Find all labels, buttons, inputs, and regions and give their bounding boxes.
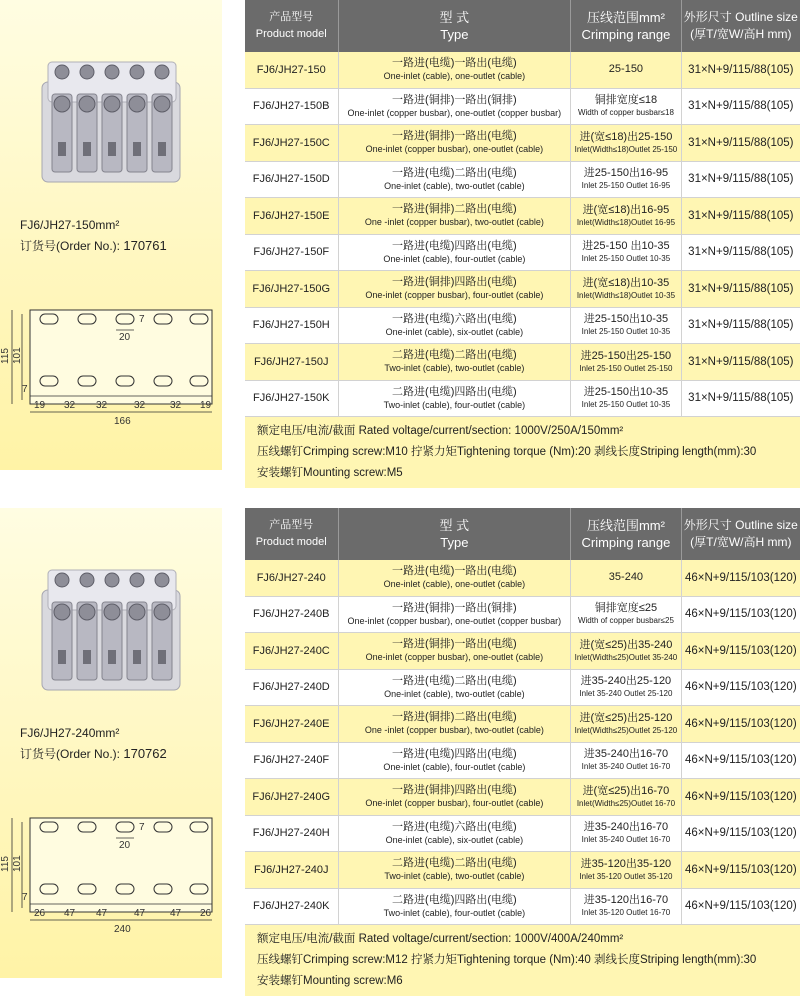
cell-size: 46×N+9/115/103(120) xyxy=(684,571,797,584)
dim-height-outer: 115 xyxy=(0,856,11,872)
svg-text:47: 47 xyxy=(170,908,182,919)
cell-size: 46×N+9/115/103(120) xyxy=(684,900,797,913)
table-row xyxy=(245,162,800,199)
cell-model: FJ6/JH27-240 xyxy=(245,560,339,596)
range-sub: Inlet 35-120 Outlet 35-120 xyxy=(579,871,673,881)
range-sub: Inlet 25-150 Outlet 25-150 xyxy=(579,363,673,373)
cell-model: FJ6/JH27-240J xyxy=(245,852,339,888)
table-row xyxy=(245,308,800,345)
cell-model: FJ6/JH27-240C xyxy=(245,633,339,669)
cell-model: FJ6/JH27-150H xyxy=(245,308,339,344)
type-cn: 一路进(铜排)一路出(铜排) xyxy=(392,601,517,614)
table-notes xyxy=(245,417,800,488)
dim-gap-top: 7 xyxy=(139,314,145,325)
table-row xyxy=(245,597,800,634)
cell-type xyxy=(339,779,572,815)
cell-type xyxy=(339,271,572,307)
note-rated: 额定电压/电流/截面 Rated voltage/current/section: 1000V/250A/150mm² xyxy=(257,425,624,437)
svg-text:19: 19 xyxy=(200,400,212,411)
cell-size: 46×N+9/115/103(120) xyxy=(684,863,797,876)
cell-size: 31×N+9/115/88(105) xyxy=(688,392,794,405)
cell-type xyxy=(339,706,572,742)
cell-range xyxy=(571,852,681,888)
cell-model: FJ6/JH27-150 xyxy=(245,52,339,88)
range-sub: Inlet 25-150 Outlet 10-35 xyxy=(581,327,671,337)
type-cn: 一路进(铜排)四路出(电缆) xyxy=(392,784,517,797)
type-en: One-inlet (cable), four-outlet (cable) xyxy=(383,253,526,264)
type-en: Two-inlet (cable), two-outlet (cable) xyxy=(384,871,525,882)
svg-text:26: 26 xyxy=(200,908,212,919)
cell-model: FJ6/JH27-240D xyxy=(245,670,339,706)
header-type: 型 式 Type xyxy=(339,0,572,52)
cell-range xyxy=(571,560,681,596)
svg-text:32: 32 xyxy=(64,400,76,411)
range-main: 进25-150出10-35 xyxy=(583,386,669,399)
cell-range xyxy=(571,597,681,633)
cell-model: FJ6/JH27-240E xyxy=(245,706,339,742)
table-row xyxy=(245,271,800,308)
cell-range xyxy=(571,706,681,742)
dim-slot: 20 xyxy=(119,332,131,343)
svg-text:32: 32 xyxy=(170,400,182,411)
spec-table xyxy=(245,0,800,488)
header-size: 外形尺寸 Outline size (厚T/宽W/高H mm) xyxy=(683,10,798,41)
product-caption: FJ6/JH27-150mm² xyxy=(20,218,120,232)
range-main: 进25-150出25-150 xyxy=(580,349,672,362)
cell-size: 31×N+9/115/88(105) xyxy=(688,246,794,259)
cell-range xyxy=(571,162,681,198)
type-cn: 二路进(电缆)四路出(电缆) xyxy=(392,893,517,906)
dim-gap-bottom: 7 xyxy=(22,384,28,395)
range-main: 进25-150 出10-35 xyxy=(582,240,670,253)
dim-gap-top: 7 xyxy=(139,822,145,833)
cell-range xyxy=(571,633,681,669)
type-en: One-inlet (cable), six-outlet (cable) xyxy=(385,326,524,337)
range-sub: Inlet 35-240 Outlet 25-120 xyxy=(579,689,673,699)
range-sub: Inlet 25-150 Outlet 16-95 xyxy=(581,181,671,191)
note-mounting: 安装螺钉Mounting screw:M5 xyxy=(257,467,403,479)
type-cn: 一路进(电缆)六路出(电缆) xyxy=(392,312,517,325)
order-label: 订货号(Order No.): xyxy=(20,747,121,761)
cell-range xyxy=(571,125,681,161)
table-row xyxy=(245,633,800,670)
cell-range xyxy=(571,344,681,380)
table-header xyxy=(245,508,800,560)
table-row xyxy=(245,235,800,272)
range-main: 进35-240出16-70 xyxy=(583,821,669,834)
range-main: 铜排宽度≤18 xyxy=(594,94,658,107)
range-sub: Width of copper busbar≤25 xyxy=(577,616,674,626)
table-row xyxy=(245,706,800,743)
order-number xyxy=(20,237,167,254)
cell-size: 31×N+9/115/88(105) xyxy=(688,100,794,113)
header-range: 压线范围mm² Crimping range xyxy=(571,508,681,560)
cell-model: FJ6/JH27-240F xyxy=(245,743,339,779)
dim-height-outer: 115 xyxy=(0,348,11,364)
range-main: 进25-150出10-35 xyxy=(583,313,669,326)
range-sub: Inlet(Width≤18)Outlet 25-150 xyxy=(574,144,678,154)
type-cn: 一路进(电缆)二路出(电缆) xyxy=(392,674,517,687)
cell-model: FJ6/JH27-240B xyxy=(245,597,339,633)
cell-type xyxy=(339,633,572,669)
cell-range xyxy=(571,889,681,925)
range-main: 进(宽≤25)出35-240 xyxy=(579,638,673,651)
terminal-block-photo xyxy=(36,42,186,192)
type-cn: 一路进(铜排)一路出(铜排) xyxy=(392,93,517,106)
type-en: One-inlet (cable), four-outlet (cable) xyxy=(383,761,526,772)
range-sub: Inlet(Width≤25)Outlet 25-120 xyxy=(574,725,678,735)
cell-range xyxy=(571,816,681,852)
cell-type xyxy=(339,560,572,596)
cell-type xyxy=(339,198,572,234)
dimension-drawing xyxy=(0,808,222,938)
range-main: 25-150 xyxy=(608,63,644,76)
type-cn: 二路进(电缆)二路出(电缆) xyxy=(392,857,517,870)
order-number xyxy=(20,745,167,762)
cell-range xyxy=(571,198,681,234)
cell-type xyxy=(339,89,572,125)
order-value: 170762 xyxy=(123,746,167,761)
type-en: One -inlet (copper busbar), two-outlet (cable) xyxy=(364,217,544,228)
type-en: One-inlet (cable), six-outlet (cable) xyxy=(385,834,524,845)
range-main: 进35-240出25-120 xyxy=(580,675,672,688)
cell-size: 46×N+9/115/103(120) xyxy=(684,608,797,621)
dim-gap-bottom: 7 xyxy=(22,892,28,903)
type-en: One-inlet (cable), one-outlet (cable) xyxy=(383,71,526,82)
cell-model: FJ6/JH27-150K xyxy=(245,381,339,417)
range-main: 进(宽≤25)出16-70 xyxy=(582,784,670,797)
header-range: 压线范围mm² Crimping range xyxy=(571,0,681,52)
cell-size: 31×N+9/115/88(105) xyxy=(688,209,794,222)
table-row xyxy=(245,52,800,89)
cell-model: FJ6/JH27-150J xyxy=(245,344,339,380)
cell-range xyxy=(571,670,681,706)
svg-text:47: 47 xyxy=(64,908,76,919)
svg-text:47: 47 xyxy=(96,908,108,919)
table-row xyxy=(245,344,800,381)
table-row xyxy=(245,889,800,926)
type-cn: 一路进(电缆)六路出(电缆) xyxy=(392,820,517,833)
note-mounting: 安装螺钉Mounting screw:M6 xyxy=(257,975,403,987)
cell-type xyxy=(339,889,572,925)
range-sub: Inlet 35-120 Outlet 16-70 xyxy=(581,908,671,918)
cell-model: FJ6/JH27-150F xyxy=(245,235,339,271)
range-sub: Inlet 35-240 Outlet 16-70 xyxy=(581,835,671,845)
product-section-240 xyxy=(0,508,800,987)
type-cn: 一路进(铜排)四路出(电缆) xyxy=(392,276,517,289)
table-row xyxy=(245,816,800,853)
cell-type xyxy=(339,852,572,888)
header-size: 外形尺寸 Outline size (厚T/宽W/高H mm) xyxy=(683,518,798,549)
cell-model: FJ6/JH27-150B xyxy=(245,89,339,125)
order-label: 订货号(Order No.): xyxy=(20,239,121,253)
table-row xyxy=(245,198,800,235)
range-main: 进35-240出16-70 xyxy=(583,748,669,761)
type-cn: 一路进(铜排)一路出(电缆) xyxy=(392,638,517,651)
cell-type xyxy=(339,381,572,417)
type-cn: 二路进(电缆)四路出(电缆) xyxy=(392,385,517,398)
order-value: 170761 xyxy=(123,238,167,253)
type-cn: 二路进(电缆)二路出(电缆) xyxy=(392,349,517,362)
cell-model: FJ6/JH27-150C xyxy=(245,125,339,161)
dim-height-inner: 101 xyxy=(12,347,23,364)
product-image-panel xyxy=(0,508,222,978)
cell-range xyxy=(571,779,681,815)
cell-size: 31×N+9/115/88(105) xyxy=(688,136,794,149)
range-sub: Inlet 35-240 Outlet 16-70 xyxy=(581,762,671,772)
type-en: Two-inlet (cable), two-outlet (cable) xyxy=(384,363,525,374)
svg-text:26: 26 xyxy=(34,908,46,919)
range-main: 进(宽≤18)出25-150 xyxy=(579,130,673,143)
range-main: 进(宽≤18)出10-35 xyxy=(582,276,670,289)
table-body xyxy=(245,52,800,417)
table-body xyxy=(245,560,800,925)
table-row xyxy=(245,125,800,162)
table-notes xyxy=(245,925,800,996)
dim-total: 166 xyxy=(114,416,131,427)
type-cn: 一路进(电缆)四路出(电缆) xyxy=(392,239,517,252)
type-en: One-inlet (copper busbar), four-outlet (cable) xyxy=(365,290,544,301)
cell-size: 46×N+9/115/103(120) xyxy=(684,754,797,767)
cell-type xyxy=(339,344,572,380)
type-en: One-inlet (copper busbar), one-outlet (copper busbar) xyxy=(347,107,562,118)
cell-range xyxy=(571,381,681,417)
cell-size: 31×N+9/115/88(105) xyxy=(688,282,794,295)
table-row xyxy=(245,852,800,889)
cell-type xyxy=(339,816,572,852)
table-header xyxy=(245,0,800,52)
cell-type xyxy=(339,162,572,198)
type-en: One-inlet (copper busbar), one-outlet (cable) xyxy=(365,652,544,663)
range-main: 进(宽≤18)出16-95 xyxy=(582,203,670,216)
cell-type xyxy=(339,52,572,88)
header-model: 产品型号 Product model xyxy=(245,508,339,560)
cell-size: 31×N+9/115/88(105) xyxy=(688,355,794,368)
product-section-150 xyxy=(0,0,800,479)
cell-size: 46×N+9/115/103(120) xyxy=(684,681,797,694)
spec-table xyxy=(245,508,800,996)
type-en: One-inlet (copper busbar), one-outlet (copper busbar) xyxy=(347,615,562,626)
table-row xyxy=(245,89,800,126)
type-cn: 一路进(电缆)一路出(电缆) xyxy=(392,565,517,578)
cell-size: 31×N+9/115/88(105) xyxy=(688,319,794,332)
table-row xyxy=(245,670,800,707)
cell-range xyxy=(571,52,681,88)
cell-size: 31×N+9/115/88(105) xyxy=(688,173,794,186)
table-row xyxy=(245,779,800,816)
svg-text:32: 32 xyxy=(134,400,146,411)
cell-range xyxy=(571,89,681,125)
type-en: One-inlet (cable), two-outlet (cable) xyxy=(384,180,525,191)
range-main: 进(宽≤25)出25-120 xyxy=(579,711,673,724)
type-cn: 一路进(电缆)一路出(电缆) xyxy=(392,57,517,70)
cell-model: FJ6/JH27-240G xyxy=(245,779,339,815)
type-en: One-inlet (copper busbar), one-outlet (cable) xyxy=(365,144,544,155)
cell-size: 46×N+9/115/103(120) xyxy=(684,644,797,657)
type-cn: 一路进(铜排)一路出(电缆) xyxy=(392,130,517,143)
note-screw: 压线螺钉Crimping screw:M10 拧紧力矩Tightening torque (Nm):20 剥线长度Striping length(mm):30 xyxy=(257,446,757,458)
cell-range xyxy=(571,271,681,307)
cell-type xyxy=(339,308,572,344)
terminal-block-photo xyxy=(36,550,186,700)
svg-text:47: 47 xyxy=(134,908,146,919)
range-sub: Inlet(Width≤18)Outlet 10-35 xyxy=(576,290,676,300)
table-row xyxy=(245,743,800,780)
type-en: Two-inlet (cable), four-outlet (cable) xyxy=(383,907,526,918)
type-cn: 一路进(电缆)四路出(电缆) xyxy=(392,747,517,760)
type-cn: 一路进(铜排)二路出(电缆) xyxy=(392,711,517,724)
cell-range xyxy=(571,743,681,779)
type-cn: 一路进(铜排)二路出(电缆) xyxy=(392,203,517,216)
type-en: One-inlet (cable), one-outlet (cable) xyxy=(383,579,526,590)
cell-type xyxy=(339,743,572,779)
type-en: One -inlet (copper busbar), two-outlet (cable) xyxy=(364,725,544,736)
range-main: 进25-150出16-95 xyxy=(583,167,669,180)
header-model: 产品型号 Product model xyxy=(245,0,339,52)
cell-model: FJ6/JH27-240H xyxy=(245,816,339,852)
range-main: 进35-120出35-120 xyxy=(580,857,672,870)
cell-type xyxy=(339,597,572,633)
svg-text:32: 32 xyxy=(96,400,108,411)
header-type: 型 式 Type xyxy=(339,508,572,560)
cell-range xyxy=(571,308,681,344)
cell-size: 46×N+9/115/103(120) xyxy=(684,790,797,803)
cell-type xyxy=(339,125,572,161)
cell-model: FJ6/JH27-150D xyxy=(245,162,339,198)
table-row xyxy=(245,381,800,418)
table-row xyxy=(245,560,800,597)
range-sub: Inlet(Width≤25)Outlet 16-70 xyxy=(576,798,676,808)
cell-type xyxy=(339,235,572,271)
range-main: 35-240 xyxy=(608,571,644,584)
type-en: One-inlet (copper busbar), four-outlet (cable) xyxy=(365,798,544,809)
cell-type xyxy=(339,670,572,706)
type-en: One-inlet (cable), two-outlet (cable) xyxy=(384,688,525,699)
range-main: 铜排宽度≤25 xyxy=(594,602,658,615)
cell-model: FJ6/JH27-150G xyxy=(245,271,339,307)
product-image-panel xyxy=(0,0,222,470)
dim-slot: 20 xyxy=(119,840,131,851)
note-screw: 压线螺钉Crimping screw:M12 拧紧力矩Tightening torque (Nm):40 剥线长度Striping length(mm):30 xyxy=(257,954,757,966)
dim-height-inner: 101 xyxy=(12,855,23,872)
type-cn: 一路进(电缆)二路出(电缆) xyxy=(392,166,517,179)
range-sub: Inlet 25-150 Outlet 10-35 xyxy=(581,254,671,264)
cell-range xyxy=(571,235,681,271)
range-sub: Inlet(Width≤25)Outlet 35-240 xyxy=(574,652,678,662)
range-sub: Inlet 25-150 Outlet 10-35 xyxy=(581,400,671,410)
cell-size: 46×N+9/115/103(120) xyxy=(684,717,797,730)
dim-total: 240 xyxy=(114,924,131,935)
cell-model: FJ6/JH27-240K xyxy=(245,889,339,925)
note-rated: 额定电压/电流/截面 Rated voltage/current/section: 1000V/400A/240mm² xyxy=(257,933,624,945)
range-sub: Width of copper busbar≤18 xyxy=(577,108,674,118)
cell-size: 46×N+9/115/103(120) xyxy=(684,827,797,840)
range-main: 进35-120出16-70 xyxy=(583,894,669,907)
type-en: Two-inlet (cable), four-outlet (cable) xyxy=(383,399,526,410)
cell-size: 31×N+9/115/88(105) xyxy=(688,63,794,76)
cell-model: FJ6/JH27-150E xyxy=(245,198,339,234)
svg-text:19: 19 xyxy=(34,400,46,411)
range-sub: Inlet(Width≤18)Outlet 16-95 xyxy=(576,217,676,227)
product-caption: FJ6/JH27-240mm² xyxy=(20,726,120,740)
dimension-drawing xyxy=(0,300,222,430)
